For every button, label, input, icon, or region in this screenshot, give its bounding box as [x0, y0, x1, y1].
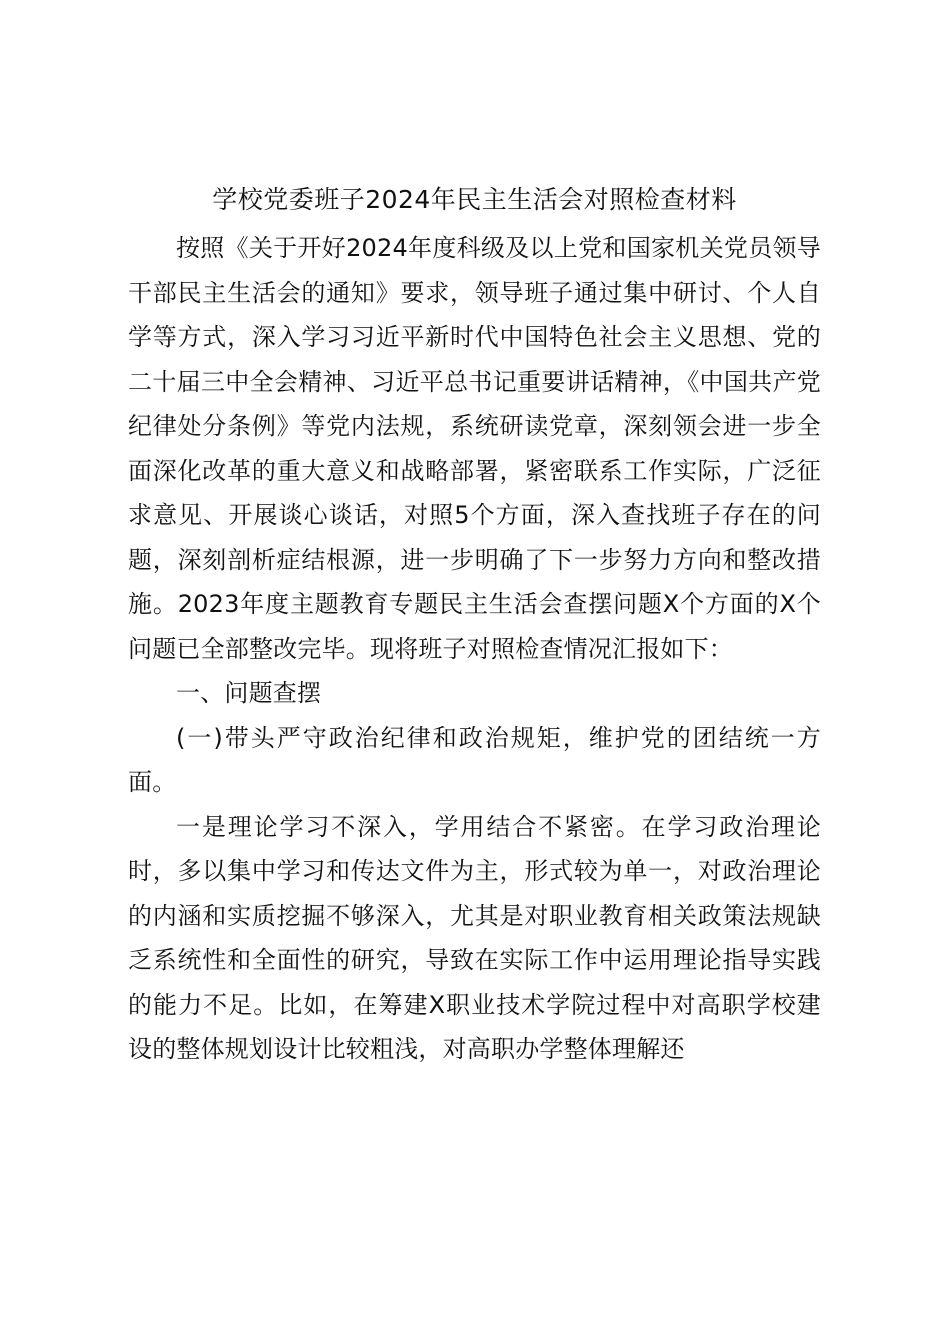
document-title: 学校党委班子2024年民主生活会对照检查材料 [212, 185, 737, 214]
body-paragraph-theory-study: 一是理论学习不深入，学用结合不紧密。在学习政治理论时，多以集中学习和传达文件为主，形式较为单一，对政治理论的内涵和实质挖掘不够深入，尤其是对职业教育相关政策法规缺乏系统性和全面性的研究，导致在实际工作中运用理论指导实践的能力不足。比如，在筹建X职业技术学院过程中对高职学校建设的整体规划设计比较粗浅，对高职办学整体理解还 [128, 812, 821, 1063]
intro-paragraph: 按照《关于开好2024年度科级及以上党和国家机关党员领导干部民主生活会的通知》要求，领导班子通过集中研讨、个人自学等方式，深入学习习近平新时代中国特色社会主义思想、党的二十届三中全会精神、习近平总书记重要讲话精神，《中国共产党纪律处分条例》等党内法规，系统研读党章，深刻领会进一步全面深化改革的重大意义和战略部署，紧密联系工作实际，广泛征求意见、开展谈心谈话，对照5个方面，深入查找班子存在的问题，深刻剖析症结根源，进一步明确了下一步努力方向和整改措施。2023年度主题教育专题民主生活会查摆问题X个方面的X个问题已全部整改完毕。现将班子对照检查情况汇报如下： [128, 234, 821, 663]
document-body [128, 178, 821, 1072]
section-heading-problems: 一、问题查摆 [176, 679, 322, 707]
subsection-heading-political-discipline: (一)带头严守政治纪律和政治规矩，维护党的团结统一方面。 [128, 723, 821, 796]
